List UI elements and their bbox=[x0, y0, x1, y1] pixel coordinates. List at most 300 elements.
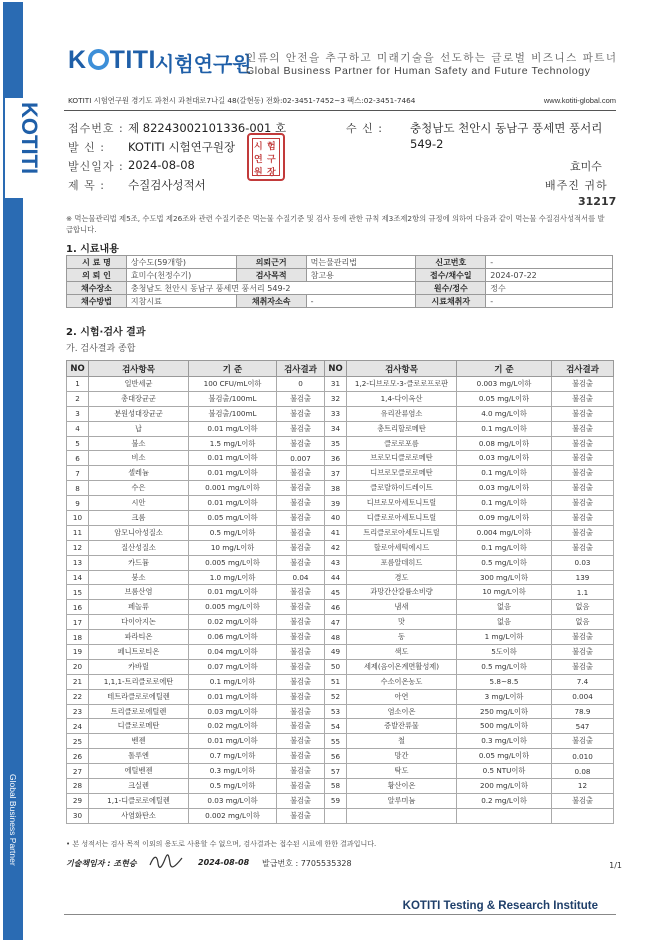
cell-result: 불검출 bbox=[552, 421, 614, 436]
issue-date: 2024-08-08 bbox=[128, 158, 195, 172]
site-label: 채수장소 bbox=[67, 282, 127, 295]
cell-standard: 10 mg/L이하 bbox=[189, 540, 277, 555]
cell-no: 9 bbox=[67, 496, 89, 511]
cell-item: 테트라클로로에틸렌 bbox=[89, 689, 189, 704]
cell-standard: 0.02 mg/L이하 bbox=[189, 719, 277, 734]
table-row bbox=[67, 764, 614, 779]
cell-no: 5 bbox=[67, 436, 89, 451]
table-row bbox=[67, 481, 614, 496]
cell-no: 59 bbox=[325, 793, 347, 808]
cell-item: 아연 bbox=[347, 689, 457, 704]
seal-char: 원 bbox=[254, 168, 263, 178]
cell-result: 불검출 bbox=[277, 779, 325, 794]
cell-no: 26 bbox=[67, 749, 89, 764]
cell-result: 0.010 bbox=[552, 749, 614, 764]
cell-item: 할로아세틱에시드 bbox=[347, 540, 457, 555]
cell-standard: 500 mg/L이하 bbox=[457, 719, 552, 734]
cell-result: 불검출 bbox=[552, 466, 614, 481]
source-value: 정수 bbox=[486, 282, 613, 295]
cell-result: 불검출 bbox=[552, 511, 614, 526]
cell-standard: 0.005 mg/L이하 bbox=[189, 600, 277, 615]
cell-no: 19 bbox=[67, 645, 89, 660]
cell-result: 불검출 bbox=[277, 421, 325, 436]
cell-standard: 0.01 mg/L이하 bbox=[189, 466, 277, 481]
cell-standard: 0.002 mg/L이하 bbox=[189, 808, 277, 823]
cell-standard: 0.5 mg/L이하 bbox=[189, 525, 277, 540]
slogan-english: Global Business Partner for Human Safety and Future Technology bbox=[246, 65, 591, 77]
cell-result: 불검출 bbox=[277, 481, 325, 496]
cell-no: 28 bbox=[67, 779, 89, 794]
cell-no: 6 bbox=[67, 451, 89, 466]
cell-standard: 0.05 mg/L이하 bbox=[457, 391, 552, 406]
cell-no: 42 bbox=[325, 540, 347, 555]
cell-standard: 5.8~8.5 bbox=[457, 674, 552, 689]
subject-value: 수질검사성적서 bbox=[128, 178, 206, 192]
table-row bbox=[67, 377, 614, 392]
cell-standard: 0.1 mg/L이하 bbox=[457, 421, 552, 436]
cell-standard: 0.1 mg/L이하 bbox=[189, 674, 277, 689]
cell-result: 불검출 bbox=[277, 496, 325, 511]
table-row bbox=[67, 749, 614, 764]
table-row bbox=[67, 555, 614, 570]
cell-no: 57 bbox=[325, 764, 347, 779]
cell-no: 18 bbox=[67, 630, 89, 645]
cell-no: 11 bbox=[67, 525, 89, 540]
cell-standard: 불검출/100mL bbox=[189, 406, 277, 421]
table-row bbox=[67, 496, 614, 511]
table-row bbox=[67, 282, 613, 295]
cell-no bbox=[325, 808, 347, 823]
cell-item: 맛 bbox=[347, 615, 457, 630]
table-row bbox=[67, 630, 614, 645]
receipt-date-label: 접수/채수일 bbox=[416, 269, 486, 282]
cell-item: 유리잔류염소 bbox=[347, 406, 457, 421]
table-row bbox=[67, 295, 613, 308]
sample-name-value: 상수도(59개항) bbox=[126, 256, 236, 269]
issue-date-label: 발신일자 : bbox=[68, 160, 124, 173]
cell-result: 불검출 bbox=[277, 689, 325, 704]
cell-no: 40 bbox=[325, 511, 347, 526]
sidebar-caption bbox=[4, 772, 22, 882]
cell-result: 1.1 bbox=[552, 585, 614, 600]
cell-item bbox=[347, 808, 457, 823]
cell-result: 0.007 bbox=[277, 451, 325, 466]
table-row bbox=[67, 659, 614, 674]
cell-result: 불검출 bbox=[552, 525, 614, 540]
receipt-date-value: 2024-07-22 bbox=[486, 269, 613, 282]
cell-result: 불검출 bbox=[552, 734, 614, 749]
legal-notice: ※ 먹는물관리법 제5조, 수도법 제26조와 관련 수질기준은 먹는물 수질기준 및 검사 등에 관한 규칙 제3조제2항의 규정에 의하여 다음과 같이 먹는물 수질검사성적서를 발급합니다. bbox=[66, 214, 605, 234]
table-row bbox=[67, 540, 614, 555]
cell-item: 불소 bbox=[89, 436, 189, 451]
cell-standard: 0.004 mg/L이하 bbox=[457, 525, 552, 540]
cell-result: 불검출 bbox=[552, 451, 614, 466]
col-header-item: 검사항목 bbox=[89, 361, 189, 377]
cell-item: 클로랄하이드레이트 bbox=[347, 481, 457, 496]
cell-item: 탁도 bbox=[347, 764, 457, 779]
cell-no: 46 bbox=[325, 600, 347, 615]
cell-standard: 0.003 mg/L이하 bbox=[457, 377, 552, 392]
cell-standard: 0.03 mg/L이하 bbox=[189, 704, 277, 719]
cell-standard: 0.05 mg/L이하 bbox=[457, 749, 552, 764]
report-no-value: - bbox=[486, 256, 613, 269]
results-body bbox=[67, 377, 614, 824]
cell-no: 37 bbox=[325, 466, 347, 481]
signature-date: 2024-08-08 bbox=[198, 858, 250, 867]
col-header-result: 검사결과 bbox=[552, 361, 614, 377]
cell-no: 49 bbox=[325, 645, 347, 660]
cell-result: 불검출 bbox=[552, 630, 614, 645]
cell-no: 7 bbox=[67, 466, 89, 481]
cell-no: 51 bbox=[325, 674, 347, 689]
cell-standard: 0.01 mg/L이하 bbox=[189, 496, 277, 511]
cell-result: 불검출 bbox=[277, 466, 325, 481]
affiliation-label: 채취자소속 bbox=[236, 295, 306, 308]
cell-result: 불검출 bbox=[277, 734, 325, 749]
cell-standard: 0.02 mg/L이하 bbox=[189, 615, 277, 630]
cell-no: 14 bbox=[67, 570, 89, 585]
affiliation-value: - bbox=[306, 295, 416, 308]
cell-no: 44 bbox=[325, 570, 347, 585]
cell-result: 불검출 bbox=[277, 555, 325, 570]
cell-no: 10 bbox=[67, 511, 89, 526]
cell-item: 1,4-다이옥산 bbox=[347, 391, 457, 406]
cell-result: 78.9 bbox=[552, 704, 614, 719]
cell-no: 52 bbox=[325, 689, 347, 704]
cell-standard: 0.03 mg/L이하 bbox=[189, 793, 277, 808]
cell-result: 불검출 bbox=[277, 674, 325, 689]
cell-standard: 0.5 NTU이하 bbox=[457, 764, 552, 779]
cell-standard: 0.3 mg/L이하 bbox=[189, 764, 277, 779]
cell-result: 12 bbox=[552, 779, 614, 794]
cell-no: 54 bbox=[325, 719, 347, 734]
cell-item: 카바릴 bbox=[89, 659, 189, 674]
table-row bbox=[67, 525, 614, 540]
cell-standard: 0.7 mg/L이하 bbox=[189, 749, 277, 764]
seal-char: 장 bbox=[267, 168, 276, 178]
cell-no: 22 bbox=[67, 689, 89, 704]
cell-no: 32 bbox=[325, 391, 347, 406]
report-footnote: • 본 성적서는 검사 목적 이외의 용도로 사용할 수 없으며, 검사결과는 접수된 시료에 한한 결과입니다. bbox=[66, 840, 377, 848]
recipient-label: 수 신 : bbox=[346, 122, 383, 135]
cell-no: 23 bbox=[67, 704, 89, 719]
seal-char: 험 bbox=[267, 142, 276, 152]
col-header-no: NO bbox=[67, 361, 89, 377]
cell-standard: 1.5 mg/L이하 bbox=[189, 436, 277, 451]
postal-code: 31217 bbox=[578, 195, 617, 208]
kotiti-logo bbox=[68, 46, 156, 78]
cell-item: 포름알데히드 bbox=[347, 555, 457, 570]
table-row bbox=[67, 734, 614, 749]
table-row bbox=[67, 511, 614, 526]
cell-result: 0 bbox=[277, 377, 325, 392]
cell-standard: 0.08 mg/L이하 bbox=[457, 436, 552, 451]
cell-result: 불검출 bbox=[277, 749, 325, 764]
results-subtitle: 가. 검사결과 종합 bbox=[66, 344, 136, 354]
cell-item: 사염화탄소 bbox=[89, 808, 189, 823]
cell-standard: 0.001 mg/L이하 bbox=[189, 481, 277, 496]
cell-result: 불검출 bbox=[277, 645, 325, 660]
table-row bbox=[67, 600, 614, 615]
cell-no: 33 bbox=[325, 406, 347, 421]
cell-standard: 0.1 mg/L이하 bbox=[457, 540, 552, 555]
purpose-value: 참고용 bbox=[306, 269, 416, 282]
sidebar-logo bbox=[5, 98, 42, 198]
cell-standard: 5도이하 bbox=[457, 645, 552, 660]
cell-no: 25 bbox=[67, 734, 89, 749]
cell-no: 47 bbox=[325, 615, 347, 630]
cell-item: 디클로로메탄 bbox=[89, 719, 189, 734]
cell-no: 1 bbox=[67, 377, 89, 392]
col-header-item: 검사항목 bbox=[347, 361, 457, 377]
cell-no: 17 bbox=[67, 615, 89, 630]
cell-item: 분원성대장균군 bbox=[89, 406, 189, 421]
institute-name-footer: KOTITI Testing & Research Institute bbox=[399, 900, 602, 912]
cell-item: 1,2-디브로모-3-클로로프로판 bbox=[347, 377, 457, 392]
cell-no: 43 bbox=[325, 555, 347, 570]
cell-item: 시안 bbox=[89, 496, 189, 511]
cell-item: 크실렌 bbox=[89, 779, 189, 794]
cell-item: 트리클로로아세토니트릴 bbox=[347, 525, 457, 540]
cell-item: 수소이온농도 bbox=[347, 674, 457, 689]
cell-result: 불검출 bbox=[277, 704, 325, 719]
site-value: 충청남도 천안시 동남구 풍세면 풍서리 549-2 bbox=[126, 282, 415, 295]
cell-standard bbox=[457, 808, 552, 823]
cell-no: 27 bbox=[67, 764, 89, 779]
sender-label: 발 신 : bbox=[68, 141, 105, 154]
cell-result: 불검출 bbox=[552, 793, 614, 808]
cell-item: 클로로포름 bbox=[347, 436, 457, 451]
cell-item: 총트리할로메탄 bbox=[347, 421, 457, 436]
client-value: 효미수(천정수기) bbox=[126, 269, 236, 282]
logo-korean-name: 시험연구원 bbox=[155, 52, 252, 76]
basis-value: 먹는물관리법 bbox=[306, 256, 416, 269]
table-row bbox=[67, 406, 614, 421]
cell-standard: 0.3 mg/L이하 bbox=[457, 734, 552, 749]
cell-result: 불검출 bbox=[277, 630, 325, 645]
cell-standard: 0.03 mg/L이하 bbox=[457, 451, 552, 466]
cell-item: 디클로로아세토니트릴 bbox=[347, 511, 457, 526]
cell-result: 불검출 bbox=[277, 764, 325, 779]
header-divider bbox=[64, 110, 616, 111]
cell-result: 불검출 bbox=[277, 525, 325, 540]
technical-manager: 기술책임자 : 조현승 bbox=[66, 859, 137, 868]
institute-website[interactable]: www.kotiti-global.com bbox=[543, 96, 616, 105]
cell-no: 53 bbox=[325, 704, 347, 719]
cell-item: 증발잔류물 bbox=[347, 719, 457, 734]
cell-no: 4 bbox=[67, 421, 89, 436]
cell-item: 브롬산염 bbox=[89, 585, 189, 600]
cell-item: 톨루엔 bbox=[89, 749, 189, 764]
cell-no: 20 bbox=[67, 659, 89, 674]
cell-item: 파라티온 bbox=[89, 630, 189, 645]
results-table bbox=[66, 360, 614, 824]
cell-result: 547 bbox=[552, 719, 614, 734]
cell-item: 납 bbox=[89, 421, 189, 436]
table-row bbox=[67, 645, 614, 660]
cell-result: 불검출 bbox=[277, 406, 325, 421]
cell-result: 없음 bbox=[552, 600, 614, 615]
cell-no: 34 bbox=[325, 421, 347, 436]
logo-wordmark: K TITI bbox=[68, 46, 156, 74]
cell-item: 일반세균 bbox=[89, 377, 189, 392]
cell-result: 불검출 bbox=[277, 391, 325, 406]
cell-result: 불검출 bbox=[552, 391, 614, 406]
cell-item: 망간 bbox=[347, 749, 457, 764]
sidebar-caption-text: Global Business Partner bbox=[8, 774, 18, 866]
cell-no: 36 bbox=[325, 451, 347, 466]
cell-standard: 없음 bbox=[457, 615, 552, 630]
table-row bbox=[67, 570, 614, 585]
cell-item: 벤젠 bbox=[89, 734, 189, 749]
cell-item: 수은 bbox=[89, 481, 189, 496]
cell-result: 불검출 bbox=[277, 793, 325, 808]
cell-item: 디브로모아세토니트릴 bbox=[347, 496, 457, 511]
cell-standard: 없음 bbox=[457, 600, 552, 615]
cell-no: 2 bbox=[67, 391, 89, 406]
cell-no: 41 bbox=[325, 525, 347, 540]
cell-standard: 0.2 mg/L이하 bbox=[457, 793, 552, 808]
cell-no: 12 bbox=[67, 540, 89, 555]
page-number: 1/1 bbox=[609, 861, 622, 870]
cell-item: 붕소 bbox=[89, 570, 189, 585]
cell-no: 50 bbox=[325, 659, 347, 674]
cell-result: 불검출 bbox=[552, 406, 614, 421]
issue-number: 발급번호 : 7705535328 bbox=[262, 859, 352, 868]
table-row bbox=[67, 256, 613, 269]
cell-no: 24 bbox=[67, 719, 89, 734]
cell-standard: 불검출/100mL bbox=[189, 391, 277, 406]
cell-item: 페놀류 bbox=[89, 600, 189, 615]
cell-standard: 4.0 mg/L이하 bbox=[457, 406, 552, 421]
cell-standard: 0.01 mg/L이하 bbox=[189, 451, 277, 466]
slogan-korean: 인류의 안전을 추구하고 미래기술을 선도하는 글로벌 비즈니스 파트너 bbox=[246, 52, 618, 64]
cell-standard: 250 mg/L이하 bbox=[457, 704, 552, 719]
cell-standard: 0.5 mg/L이하 bbox=[457, 659, 552, 674]
cell-no: 56 bbox=[325, 749, 347, 764]
cell-standard: 0.1 mg/L이하 bbox=[457, 496, 552, 511]
table-row bbox=[67, 615, 614, 630]
cell-item: 총대장균군 bbox=[89, 391, 189, 406]
cell-standard: 0.01 mg/L이하 bbox=[189, 421, 277, 436]
cell-result: 불검출 bbox=[277, 585, 325, 600]
cell-result: 0.004 bbox=[552, 689, 614, 704]
table-row bbox=[67, 793, 614, 808]
cell-standard: 0.01 mg/L이하 bbox=[189, 734, 277, 749]
recipient-name: 효미수 bbox=[570, 160, 602, 173]
institute-address: KOTITI 시험연구원 경기도 과천시 과천대로7나길 48(갈현동) 전화:02-3451-7452~3 팩스:02-3451-7464 bbox=[68, 96, 416, 105]
cell-standard: 0.5 mg/L이하 bbox=[457, 555, 552, 570]
col-header-no: NO bbox=[325, 361, 347, 377]
basis-label: 의뢰근거 bbox=[236, 256, 306, 269]
official-seal bbox=[247, 133, 285, 181]
section-results-title: 2. 시험·검사 결과 bbox=[66, 327, 146, 338]
cell-result: 불검출 bbox=[277, 511, 325, 526]
cell-item: 세제(음이온계면활성제) bbox=[347, 659, 457, 674]
col-header-result: 검사결과 bbox=[277, 361, 325, 377]
collector-value: - bbox=[486, 295, 613, 308]
col-header-standard: 기 준 bbox=[457, 361, 552, 377]
cell-no: 16 bbox=[67, 600, 89, 615]
cell-standard: 0.09 mg/L이하 bbox=[457, 511, 552, 526]
cell-item: 알루미늄 bbox=[347, 793, 457, 808]
cell-result: 0.08 bbox=[552, 764, 614, 779]
cell-standard: 3 mg/L이하 bbox=[457, 689, 552, 704]
cell-standard: 0.07 mg/L이하 bbox=[189, 659, 277, 674]
cell-no: 3 bbox=[67, 406, 89, 421]
cell-no: 21 bbox=[67, 674, 89, 689]
cell-result: 139 bbox=[552, 570, 614, 585]
cell-no: 38 bbox=[325, 481, 347, 496]
cell-standard: 0.005 mg/L이하 bbox=[189, 555, 277, 570]
source-label: 원수/정수 bbox=[416, 282, 486, 295]
cell-standard: 1.0 mg/L이하 bbox=[189, 570, 277, 585]
footer-divider bbox=[64, 914, 616, 915]
cell-no: 55 bbox=[325, 734, 347, 749]
sample-info-table bbox=[66, 255, 613, 308]
section-sample-title: 1. 시료내용 bbox=[66, 244, 119, 255]
table-row bbox=[67, 466, 614, 481]
cell-result: 7.4 bbox=[552, 674, 614, 689]
recipient-address-line2: 549-2 bbox=[410, 137, 444, 151]
cell-standard: 1 mg/L이하 bbox=[457, 630, 552, 645]
results-header-row bbox=[67, 361, 614, 377]
cell-result: 불검출 bbox=[277, 808, 325, 823]
cell-item: 과망간산칼륨소비량 bbox=[347, 585, 457, 600]
receipt-number: 제 82243002101336-001 호 bbox=[128, 121, 287, 135]
cell-result: 0.03 bbox=[552, 555, 614, 570]
cell-result: 0.04 bbox=[277, 570, 325, 585]
table-row bbox=[67, 779, 614, 794]
seal-char: 연 bbox=[254, 155, 263, 165]
cell-no: 15 bbox=[67, 585, 89, 600]
collector-label: 시료채취자 bbox=[416, 295, 486, 308]
table-row bbox=[67, 719, 614, 734]
cell-result: 불검출 bbox=[277, 436, 325, 451]
cell-no: 35 bbox=[325, 436, 347, 451]
cell-result: 불검출 bbox=[277, 600, 325, 615]
recipient-address-line1: 충청남도 천안시 동남구 풍세면 풍서리 bbox=[410, 121, 603, 135]
cell-result: 불검출 bbox=[552, 377, 614, 392]
cell-standard: 0.01 mg/L이하 bbox=[189, 689, 277, 704]
cell-result: 불검출 bbox=[552, 481, 614, 496]
cell-item: 디브로모클로로메탄 bbox=[347, 466, 457, 481]
table-row bbox=[67, 421, 614, 436]
cell-no: 48 bbox=[325, 630, 347, 645]
table-row bbox=[67, 436, 614, 451]
table-row bbox=[67, 808, 614, 823]
cell-standard: 0.03 mg/L이하 bbox=[457, 481, 552, 496]
cell-result: 불검출 bbox=[277, 659, 325, 674]
sender-value: KOTITI 시험연구원장 bbox=[128, 140, 236, 154]
table-row bbox=[67, 689, 614, 704]
table-row bbox=[67, 674, 614, 689]
cell-item: 셀레늄 bbox=[89, 466, 189, 481]
cell-no: 13 bbox=[67, 555, 89, 570]
cell-no: 39 bbox=[325, 496, 347, 511]
logo-ring-icon bbox=[88, 49, 109, 70]
table-row bbox=[67, 269, 613, 282]
cell-standard: 0.06 mg/L이하 bbox=[189, 630, 277, 645]
seal-char: 구 bbox=[267, 155, 276, 165]
cell-item: 카드뮴 bbox=[89, 555, 189, 570]
cell-standard: 0.5 mg/L이하 bbox=[189, 779, 277, 794]
signature-mark bbox=[148, 853, 184, 869]
table-row bbox=[67, 704, 614, 719]
purpose-label: 검사목적 bbox=[236, 269, 306, 282]
cell-item: 황산이온 bbox=[347, 779, 457, 794]
cell-item: 에틸벤젠 bbox=[89, 764, 189, 779]
